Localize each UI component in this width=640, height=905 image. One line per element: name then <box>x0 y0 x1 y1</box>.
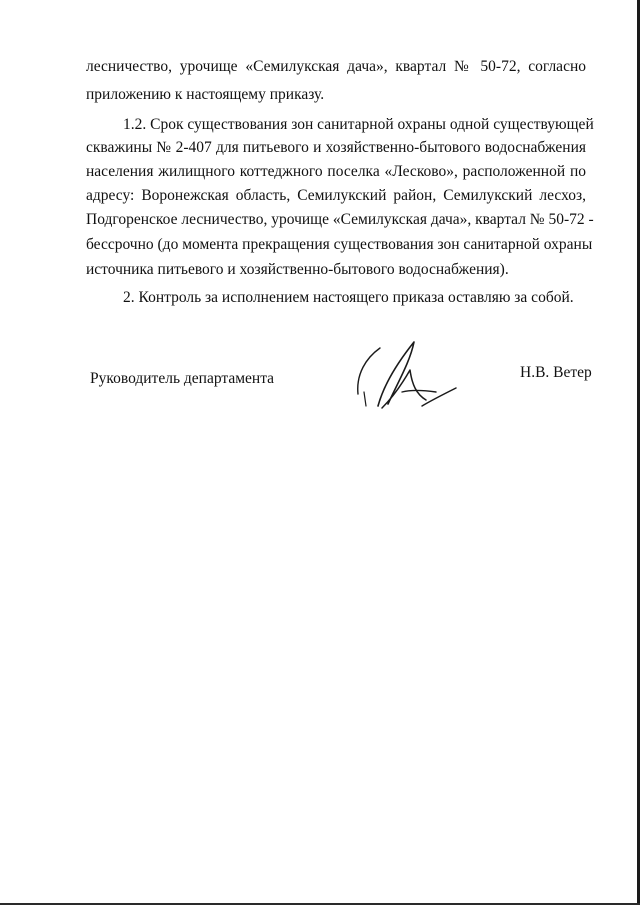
text-line-9: источника питьевого и хозяйственно-бытового водоснабжения). <box>86 261 509 278</box>
signatory-title: Руководитель департамента <box>90 370 275 387</box>
text-line-8: бессрочно (до момента прекращения существования зон санитарной охраны <box>86 236 593 253</box>
text-line-2: приложению к настоящему приказу. <box>86 86 325 103</box>
handwritten-signature <box>352 334 462 414</box>
signatory-name: Н.В. Ветер <box>520 364 592 381</box>
text-line-10: 2. Контроль за исполнением настоящего приказа оставляю за собой. <box>123 289 574 306</box>
text-line-5: населения жилищного коттеджного поселка «Лесково», расположенной по <box>86 163 586 180</box>
text-line-1: лесничество, урочище «Семилукская дача», квартал № 50-72, согласно <box>86 58 586 75</box>
text-line-6: адресу: Воронежская область, Семилукский район, Семилукский лесхоз, <box>86 187 586 204</box>
text-line-4: скважины № 2-407 для питьевого и хозяйственно-бытового водоснабжения <box>86 139 586 156</box>
text-line-7: Подгоренское лесничество, урочище «Семилукская дача», квартал № 50-72 - <box>86 211 594 228</box>
text-line-3: 1.2. Срок существования зон санитарной охраны одной существующей <box>123 116 594 133</box>
